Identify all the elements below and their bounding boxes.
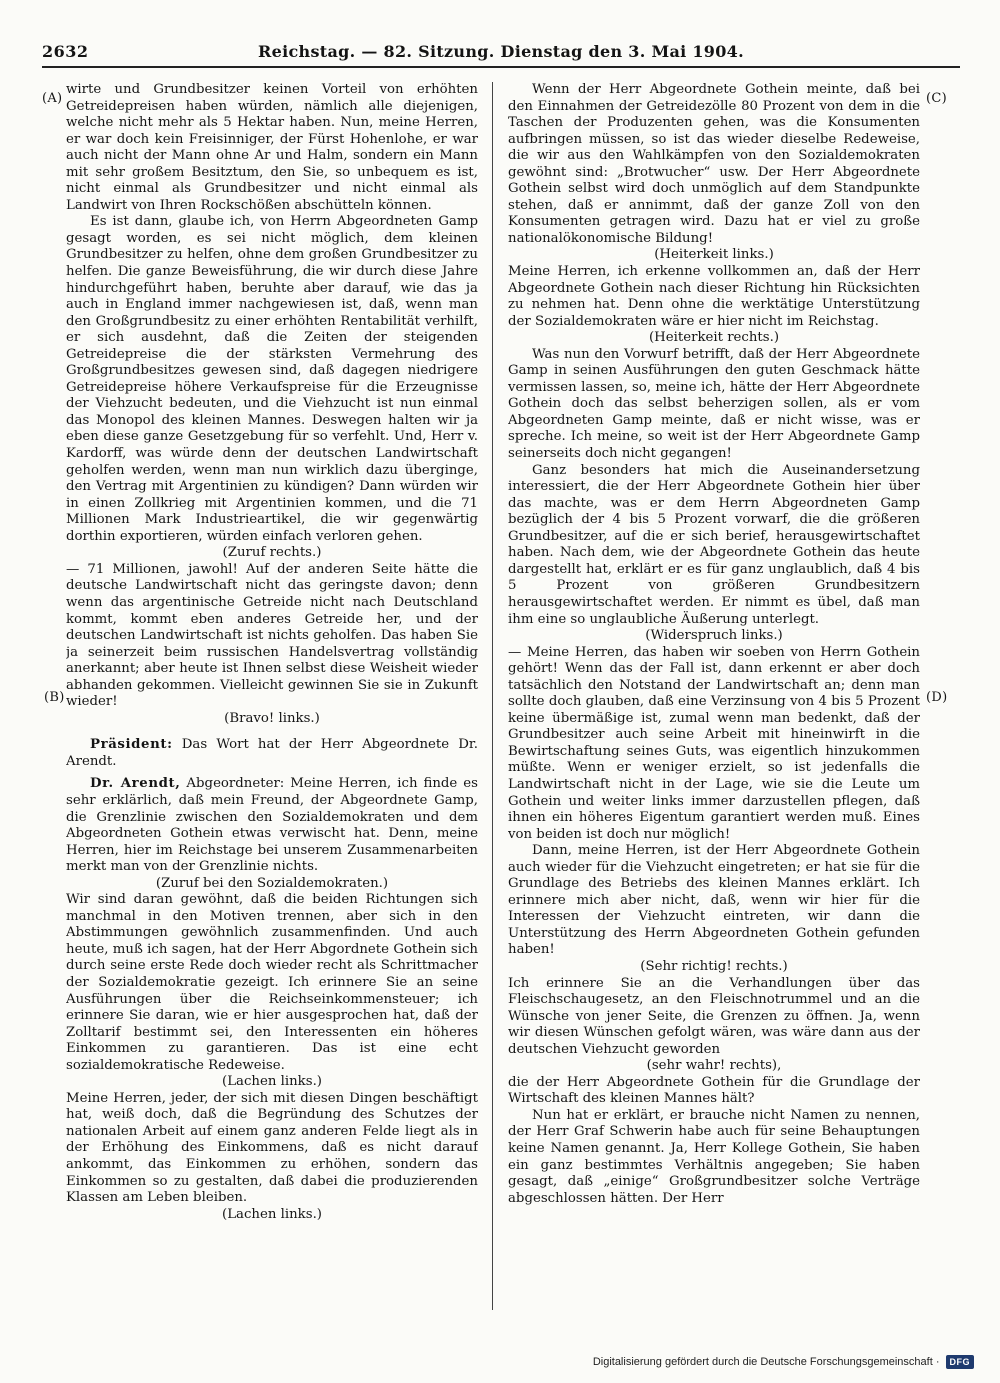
interjection: (Lachen links.) — [222, 1074, 322, 1090]
interjection: (Heiterkeit links.) — [654, 247, 774, 263]
paragraph: Wir sind daran gewöhnt, daß die beiden Richtungen sich manchmal in den Motiven trennen, aber sich in den Abstimmungen gewöhnlich zusammenfinden. Und auch heute, muß ich sagen, hat der Herr Abgordnete Gothein sich durch seine erste Rede doch wieder recht als Schrittmacher der Sozialdemokratie gezeigt. Ich erinnere Sie an seine Ausführungen über die Reichseinkommensteuer; ich erinnere Sie daran, wie er hier ausgesprochen hat, daß der Zolltarif bestimmt sei, den Interessenten ein höheres Einkommen zu garantieren. Das ist eine echt sozialdemokratische Redeweise. — [66, 892, 478, 1073]
paragraph: Meine Herren, ich erkenne vollkommen an, daß der Herr Abgeordnete Gothein nach dieser Richtung hin Rücksichten zu nehmen hat. Denn ohne die werktätige Unterstützung der Sozialdemokraten wäre er hier nicht im Reichstag. — [508, 264, 920, 329]
header-rule — [42, 66, 960, 68]
paragraph: Wenn der Herr Abgeordnete Gothein meinte, daß bei den Einnahmen der Getreidezölle 80 Prozent von dem in die Taschen der Produzenten gehen, was die Konsumenten aufbringen müssen, so ist das wieder dieselbe Redeweise, die wir aus den Wahlkämpfen von den Sozialdemokraten gewöhnt sind: „Brotwucher“ usw. Der Herr Abgeordnete Gothein selbst wird doch unmöglich auf dem Standpunkte stehen, daß er annimmt, daß der ganze Zoll von den Konsumenten getragen wird. Dazu hat er viel zu große nationalökonomische Bildung! — [508, 82, 920, 246]
dfg-logo-icon: DFG — [946, 1355, 975, 1369]
paragraph: Dann, meine Herren, ist der Herr Abgeordnete Gothein auch wieder für die Viehzucht eingetreten; er hat sie für die Grundlage des Betriebs des kleinen Mannes erklärt. Ich erinnere mich aber nicht, daß, wenn wir hier für die Interessen der Viehzucht eintreten, wir dann die Unterstützung des Herrn Abgeordneten Gothein gefunden haben! — [508, 843, 920, 958]
paragraph: Meine Herren, jeder, der sich mit diesen Dingen beschäftigt hat, weiß doch, daß die Begründung des Schutzes der nationalen Arbeit auf einem ganz anderen Felde liegt als in der Erhöhung des Einkommens, daß es nicht darauf ankommt, das Einkommen zu erhöhen, sondern das Einkommen so zu gestalten, daß dabei die produzierenden Klassen am Leben bleiben. — [66, 1090, 478, 1206]
digitization-credit: Digitalisierung gefördert durch die Deutsche Forschungsgemeinschaft · — [592, 1356, 940, 1368]
paragraph: Es ist dann, glaube ich, von Herrn Abgeordneten Gamp gesagt worden, es sei nicht möglich, dem kleinen Grundbesitzer zu helfen, ohne dem großen Grundbesitzer zu helfen. Die ganze Beweisführung, die wir durch diese Jahre hindurchgeführt haben, beruhte aber darauf, wie das ja auch in England immer nachgewiesen ist, daß, wenn man den Großgrundbesitz zu einer erhöhten Rentabilität verhilft, er sich ausdehnt, daß die Zeiten der steigenden Getreidepreise die der stärksten Vermehrung des Großgrundbesitzes gewesen sind, daß dagegen niedrigere Getreidepreise höhere Verkaufspreise für die Erzeugnisse der Viehzucht bedeuten, und die Viehzucht ist nun einmal das Monopol des kleinen Mannes. Deswegen halten wir ja eben diese ganze Gesetzgebung für so verfehlt. Und, Herr v. Kardorff, was würde denn der deutschen Landwirtschaft geholfen werden, wenn man nun wirklich dazu überginge, den Vertrag mit Argentinien zu kündigen? Dann würden wir in einen Zollkrieg mit Argentinien kommen, und die 71 Millionen Mark Industrieartikel, die wir gegenwärtig dorthin exportieren, würden einfach verloren gehen. — [66, 214, 478, 544]
running-title: Reichstag. — 82. Sitzung. Dienstag den 3. Mai 1904. — [258, 42, 744, 61]
page-header — [42, 36, 960, 66]
paragraph: Was nun den Vorwurf betrifft, daß der Herr Abgeordnete Gamp in seinen Ausführungen den guten Geschmack hätte vermissen lassen, so, meine ich, hätte der Herr Abgeordnete Gothein doch das selbst beherzigen sollen, als er vom Abgeordneten Gamp meinte, daß er nicht wisse, was er spreche. Ich meine, so weit ist der Herr Abgeordnete Gamp seinerseits doch nicht gegangen! — [508, 346, 920, 462]
right-column — [508, 82, 920, 1332]
paragraph: Ich erinnere Sie an die Verhandlungen über das Fleischschaugesetz, an den Fleischnotrummel und an die Wünsche von jener Seite, die Grenzen zu öffnen. Ja, wenn wir diesen Wünschen gefolgt wären, was wäre dann aus der deutschen Viehzucht geworden — [508, 975, 920, 1057]
paragraph: — Meine Herren, das haben wir soeben von Herrn Gothein gehört! Wenn das der Fall ist, dann erkennt er aber doch tatsächlich den Notstand der Landwirtschaft an; denn man sollte doch glauben, daß eine Verzinsung von 4 bis 5 Prozent keine übermäßige ist, zumal wenn man bedenkt, daß der Grundbesitzer auch seine Arbeit mit hineinwirft in die Bewirtschaftung seines Guts, was eigentlich hinzukommen müßte. Wenn er weniger erzielt, so ist jedenfalls die Landwirtschaft nicht in der Lage, wie sie die Leute um Gothein und weiter links immer darzustellen pflegen, daß ihnen ein höheres Eigentum garantiert werden muß. Eines von beiden ist doch nur möglich! — [508, 644, 920, 842]
speaker-name: Dr. Arendt, — [90, 776, 181, 792]
interjection: (Sehr richtig! rechts.) — [640, 958, 788, 974]
interjection: (sehr wahr! rechts), — [646, 1058, 782, 1074]
paragraph: Ganz besonders hat mich die Auseinandersetzung interessiert, die der Herr Abgeordnete Gothein hier über das machte, was er dem Herrn Abgeordneten Gamp bezüglich der 4 bis 5 Prozent vorwarf, die die größeren Grundbesitzer, auf die er sich berief, herausgewirtschaftet haben. Nach dem, wie der Abgeordnete Gothein das heute dargestellt hat, erklärt er es für ganz unglaublich, daß 4 bis 5 Prozent von größeren Grundbesitzern herausgewirtschaftet werden. Er nimmt es übel, daß man ihm eine so unglaubliche Äußerung unterlegt. — [508, 462, 920, 627]
interjection: (Bravo! links.) — [224, 710, 320, 726]
interjection: (Heiterkeit rechts.) — [648, 330, 780, 346]
left-column — [66, 82, 478, 1332]
margin-marker-b: (B) — [44, 690, 65, 705]
footer — [593, 1355, 974, 1369]
speech-opening — [66, 776, 478, 875]
statement-text: Abgeordneter: Meine Herren, ich finde es sehr erklärlich, daß mein Freund, der Abgeordnete Gamp, die Grenzlinie zwischen den Sozialdemokraten und dem Abgeordneten Gothein etwas verwischt hat. Denn, meine Herren, hier im Reichstage bei unserem Zusammenarbeiten merkt man von der Grenzlinie nichts. — [66, 776, 478, 875]
interjection: (Lachen links.) — [222, 1206, 322, 1222]
interjection: (Zuruf rechts.) — [222, 545, 322, 561]
margin-marker-d: (D) — [926, 690, 948, 705]
paragraph: — 71 Millionen, jawohl! Auf der anderen Seite hätte die deutsche Landwirtschaft nicht das geringste davon; denn wenn das argentinische Getreide nicht nach Deutschland kommt, kommt eben anderes Getreide her, und der deutschen Landwirtschaft ist nichts geholfen. Das haben Sie ja seinerzeit beim russischen Handelsvertrag vollständig anerkannt; aber heute ist Ihnen selbst diese Weisheit wieder abhanden gekommen. Vielleicht gewinnen Sie sie in Zukunft wieder! — [66, 561, 478, 710]
president-statement — [66, 737, 478, 770]
margin-marker-a: (A) — [42, 91, 63, 106]
paragraph: Nun hat er erklärt, er brauche nicht Namen zu nennen, der Herr Graf Schwerin habe auch für seine Behauptungen keine Namen genannt. Ja, Herr Kollege Gothein, Sie haben ein ganz bestimmtes Verhältnis angegeben; Sie haben gesagt, daß „einige“ Großgrundbesitzer solche Verträge abgeschlossen hätten. Der Herr — [508, 1107, 920, 1206]
paragraph: die der Herr Abgeordnete Gothein für die Grundlage der Wirtschaft des kleinen Mannes hält? — [508, 1074, 920, 1107]
column-divider — [492, 82, 493, 1310]
speaker-name: Präsident: — [90, 737, 173, 753]
page-number: 2632 — [42, 42, 89, 61]
paragraph: wirte und Grundbesitzer keinen Vorteil von erhöhten Getreidepreisen haben würden, nämlich alle diejenigen, welche nicht mehr als 5 Hektar haben. Nun, meine Herren, er war doch kein Freisinniger, der Fürst Hohenlohe, er war auch nicht der Mann ohne Ar und Halm, sondern ein Mann mit sehr großem Besitztum, den Sie, so unbequem es ist, nicht einmal als Grundbesitzer und nicht einmal als Landwirt von Ihren Rockschößen abschütteln können. — [66, 82, 478, 213]
interjection: (Zuruf bei den Sozialdemokraten.) — [155, 875, 389, 891]
statement-text: Das Wort hat der Herr Abgeordnete Dr. Arendt. — [66, 737, 478, 769]
margin-marker-c: (C) — [926, 91, 947, 106]
interjection: (Widerspruch links.) — [645, 628, 783, 644]
